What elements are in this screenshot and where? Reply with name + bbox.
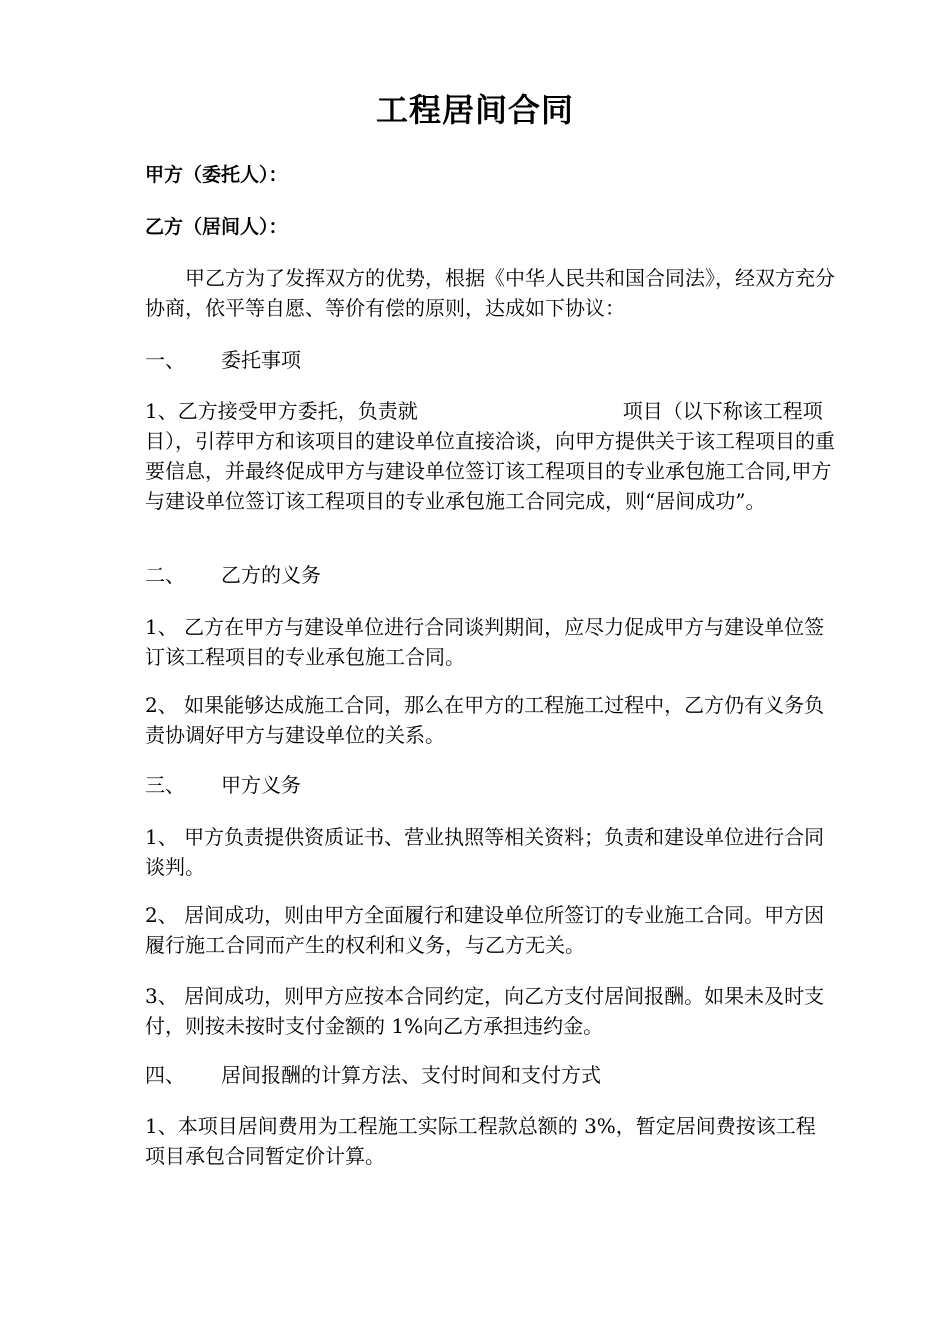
party-b-line: 乙方（居间人）：: [145, 216, 288, 238]
document-title: 工程居间合同: [375, 91, 574, 129]
section-heading-3: [145, 770, 835, 800]
clause-text-rest: 项目（以下称该工程项目），引荐甲方和该项目的建设单位直接洽谈，向甲方提供关于该工程项目的重要信息，并最终促成甲方与建设单位签订该工程项目的专业承包施工合同,甲方与建设单位签订该工程项目的专业承包施工合同完成，则“居间成功”。: [145, 399, 835, 513]
clause-3-3: 3、 居间成功，则甲方应按本合同约定，向乙方支付居间报酬。如果未及时支付，则按未按时支付金额的 1%向乙方承担违约金。: [145, 984, 825, 1038]
clause-3-1: 1、 甲方负责提供资质证书、营业执照等相关资料；负责和建设单位进行合同谈判。: [145, 825, 825, 879]
clause-1-1: [145, 396, 835, 516]
clause-2-2: 2、 如果能够达成施工合同，那么在甲方的工程施工过程中，乙方仍有义务负责协调好甲方与建设单位的关系。: [145, 693, 825, 747]
section-title: 乙方的义务: [221, 563, 321, 587]
section-heading-1: [145, 345, 835, 375]
section-number: 一、: [145, 348, 185, 372]
party-a-line: 甲方（委托人）：: [145, 164, 288, 186]
clause-4-1: 1、本项目居间费用为工程施工实际工程款总额的 3%，暂定居间费按该工程项目承包合同暂定价计算。: [145, 1114, 816, 1168]
preamble-paragraph: 甲乙方为了发挥双方的优势，根据《中华人民共和国合同法》，经双方充分协商，依平等自愿、等价有偿的原则，达成如下协议：: [145, 266, 835, 320]
clause-2-1: 1、 乙方在甲方与建设单位进行合同谈判期间，应尽力促成甲方与建设单位签订该工程项目的专业承包施工合同。: [145, 615, 825, 669]
section-title: 甲方义务: [221, 773, 301, 797]
clause-text-start: 1、乙方接受甲方委托，负责就: [145, 399, 418, 423]
section-number: 四、: [145, 1063, 185, 1087]
section-heading-2: [145, 560, 835, 590]
clause-3-2: 2、 居间成功，则由甲方全面履行和建设单位所签订的专业施工合同。甲方因履行施工合同而产生的权利和义务，与乙方无关。: [145, 903, 825, 957]
section-title: 居间报酬的计算方法、支付时间和支付方式: [221, 1063, 601, 1087]
section-title: 委托事项: [221, 348, 301, 372]
section-number: 二、: [145, 563, 185, 587]
section-heading-4: [145, 1060, 835, 1090]
section-number: 三、: [145, 773, 185, 797]
